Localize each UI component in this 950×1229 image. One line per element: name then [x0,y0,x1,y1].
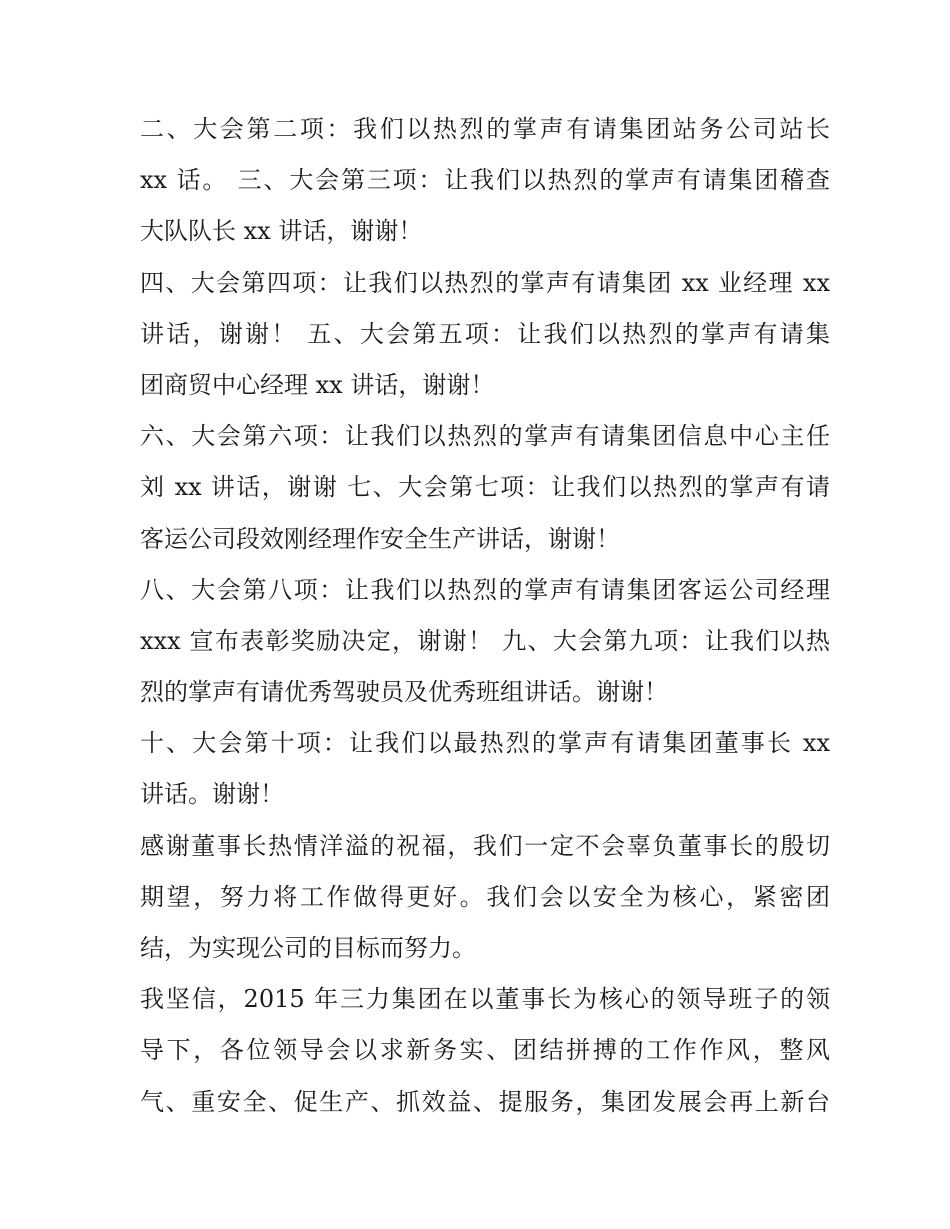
text-line: 讲话，谢谢！ 五、大会第五项：让我们以热烈的掌声有请集 [140,319,830,348]
text-line: 二、大会第二项：我们以热烈的掌声有请集团站务公司站长 [140,115,830,143]
text-line: 六、大会第六项：让我们以热烈的掌声有请集团信息中心主任 [140,422,830,451]
text-line: xx 话。 三、大会第三项：让我们以热烈的掌声有请集团稽查 [140,166,830,195]
text-line: 导下，各位领导会以求新务实、团结拼搏的工作作风，整风 [140,1036,830,1065]
text-line: 我坚信，2015 年三力集团在以董事长为核心的领导班子的领 [140,985,830,1014]
text-line: xxx 宣布表彰奖励决定，谢谢！ 九、大会第九项：让我们以热 [140,626,830,655]
text-line: 结，为实现公司的目标而努力。 [140,934,476,962]
text-line: 烈的掌声有请优秀驾驶员及优秀班组讲话。谢谢！ [140,678,668,707]
text-line: 团商贸中心经理 xx 讲话，谢谢！ [140,370,495,399]
document-body [140,104,830,1128]
text-line: 十、大会第十项：让我们以最热烈的掌声有请集团董事长 xx [140,729,830,758]
text-line: 感谢董事长热情洋溢的祝福，我们一定不会辜负董事长的殷切 [140,831,830,860]
text-line: 四、大会第四项：让我们以热烈的掌声有请集团 xx 业经理 xx [140,268,830,297]
text-line: 讲话。谢谢！ [140,780,284,809]
text-line: 八、大会第八项：让我们以热烈的掌声有请集团客运公司经理 [140,575,830,604]
text-line: 客运公司段效刚经理作安全生产讲话，谢谢！ [140,524,620,553]
text-line: 气、重安全、促生产、抓效益、提服务，集团发展会再上新台 [140,1087,830,1116]
text-line: 刘 xx 讲话，谢谢 七、大会第七项：让我们以热烈的掌声有请 [140,473,830,502]
text-line: 期望，努力将工作做得更好。我们会以安全为核心，紧密团 [140,882,830,911]
text-line: 大队队长 xx 讲话，谢谢！ [140,217,423,246]
